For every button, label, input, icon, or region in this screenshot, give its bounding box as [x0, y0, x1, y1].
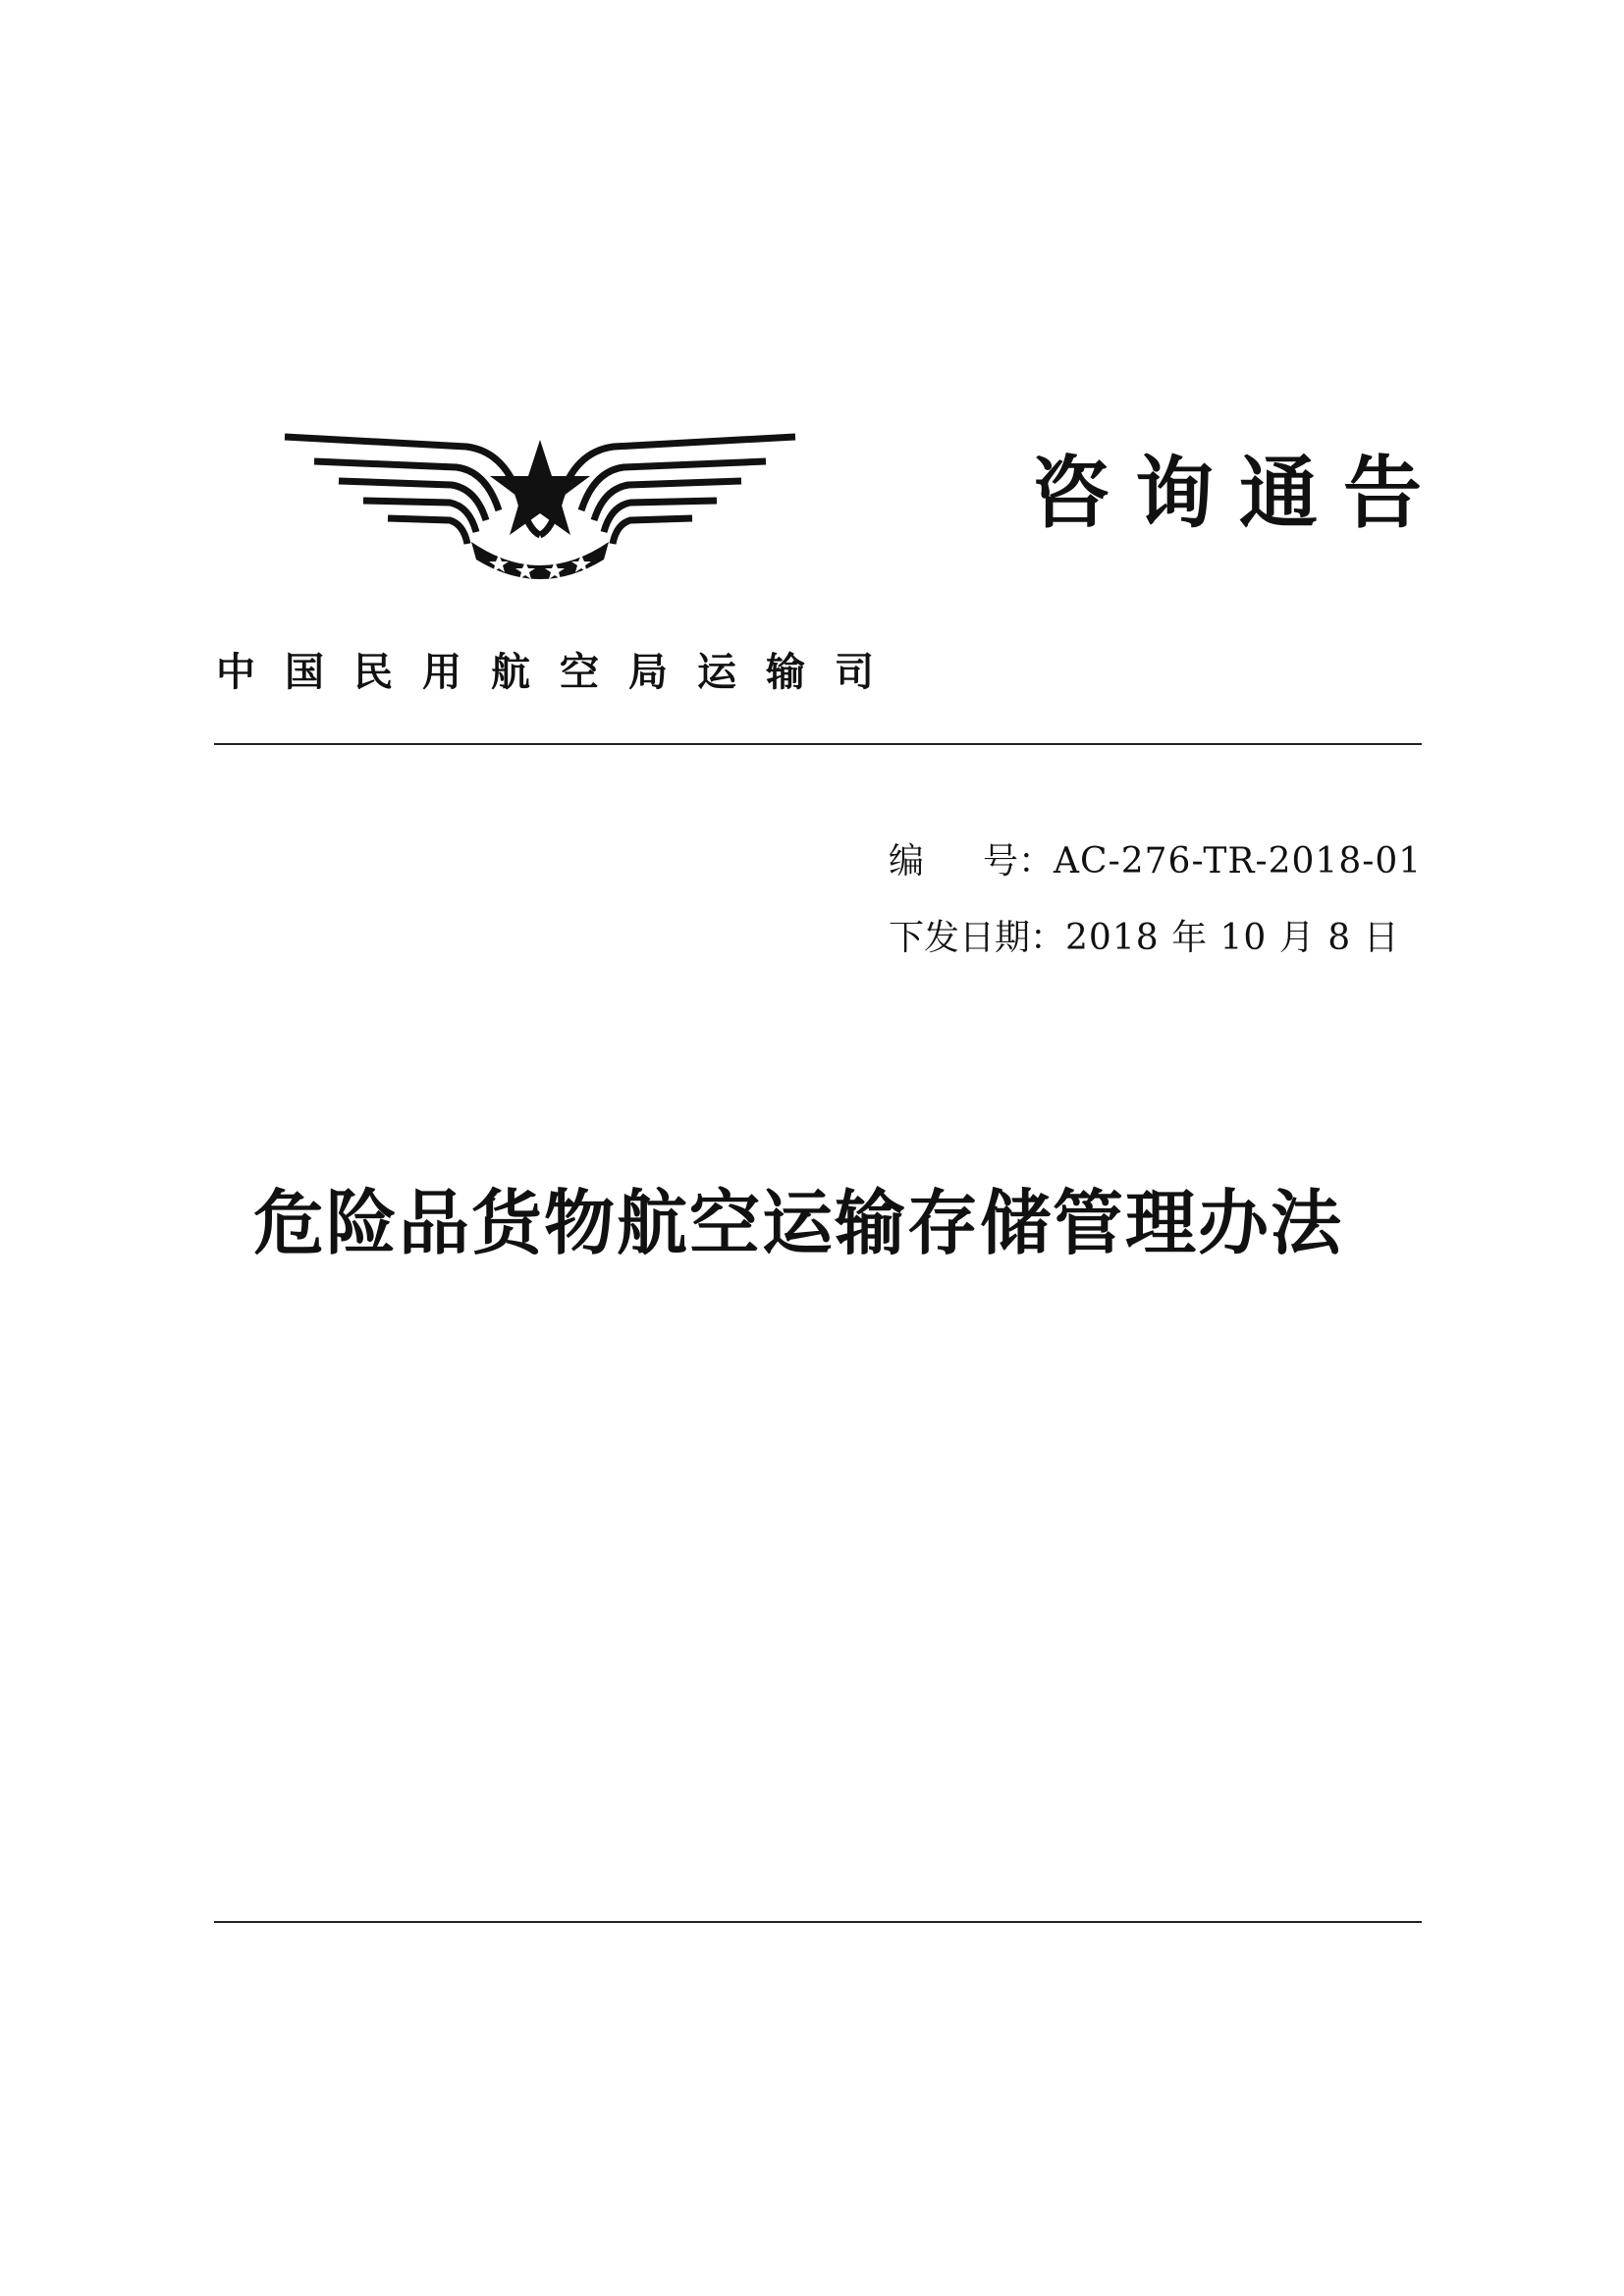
- issue-date-value: 2018 年 10 月 8 日: [1065, 918, 1400, 958]
- document-type-heading: 咨询通告: [1031, 447, 1447, 539]
- document-number-value: AC-276-TR-2018-01: [1054, 841, 1423, 881]
- document-title: 危险品货物航空运输存储管理办法: [253, 1181, 1344, 1264]
- issuing-authority: 中国民用航空局运输司: [216, 650, 903, 695]
- issue-date-row: [889, 918, 1400, 958]
- document-number-label-part2: 号：: [983, 841, 1055, 881]
- footer-divider: [214, 1921, 1422, 1923]
- issue-date-label: 下发日期：: [889, 918, 1066, 958]
- document-number-label-part1: 编: [889, 841, 984, 881]
- caac-emblem-icon: [275, 422, 805, 589]
- document-number-row: [889, 841, 1423, 881]
- header-divider: [214, 743, 1422, 745]
